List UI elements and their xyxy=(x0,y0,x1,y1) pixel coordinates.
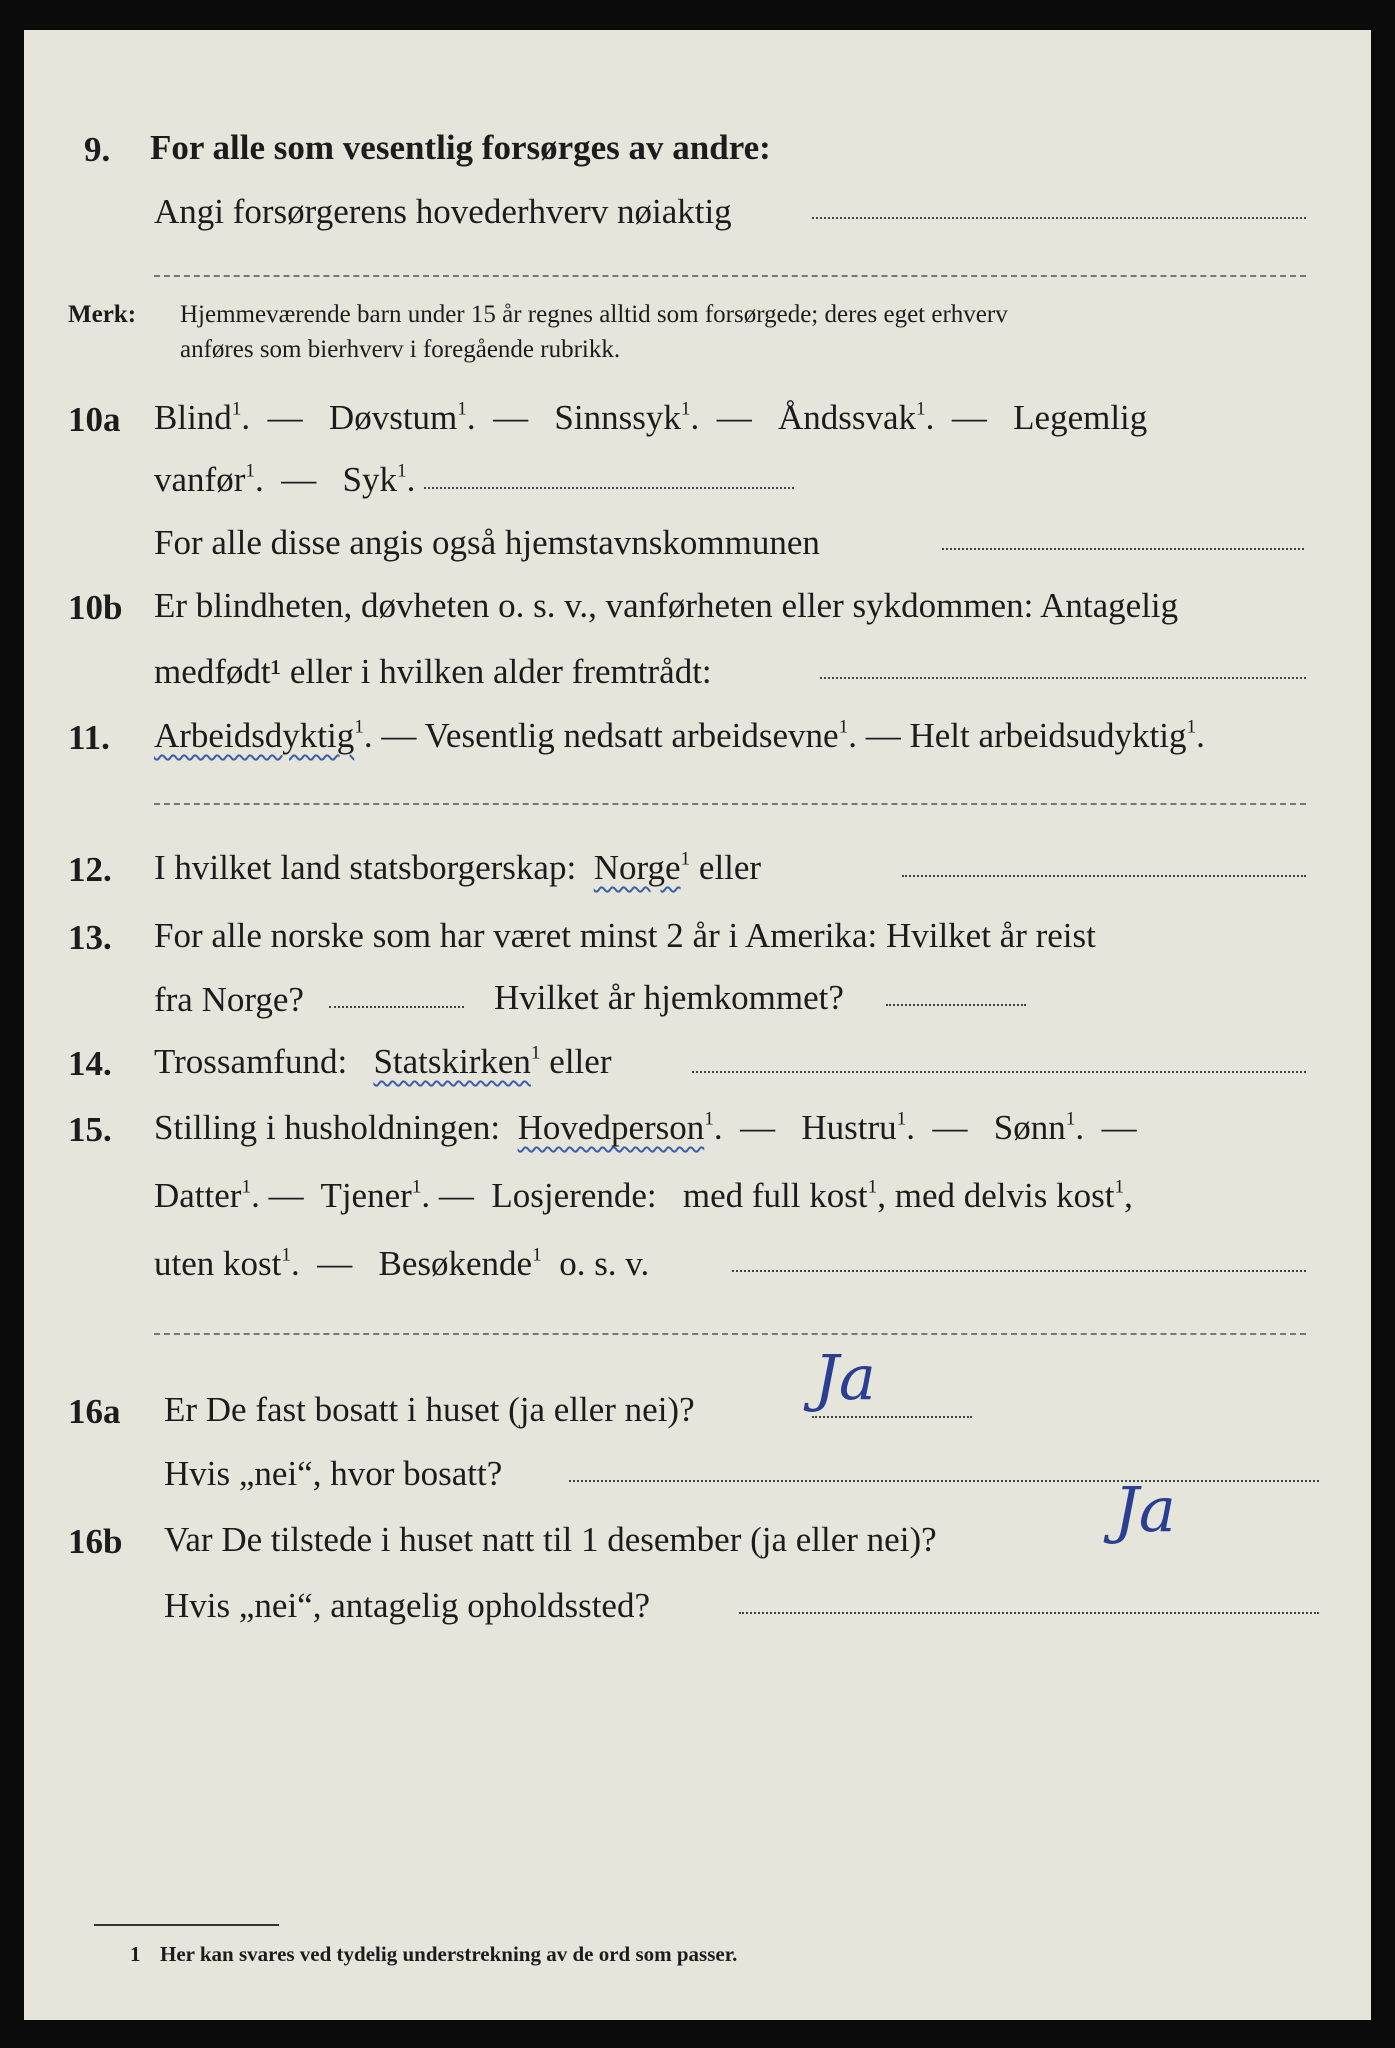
census-form-page xyxy=(24,30,1371,2020)
q9-answer-line[interactable] xyxy=(812,217,1306,219)
q16b-text-line2: Hvis „nei“, antagelig opholdssted? xyxy=(164,1586,650,1625)
q10b-number: 10b xyxy=(68,588,123,627)
footnote-text: Her kan svares ved tydelig understrekning av de ord som passer. xyxy=(160,1942,738,1966)
merk-text-line2: anføres som bierhverv i foregående rubrikk. xyxy=(180,336,621,363)
q15-number: 15. xyxy=(68,1110,112,1149)
option-datter[interactable]: Datter xyxy=(154,1176,242,1215)
merk-label: Merk: xyxy=(68,301,137,328)
q14-answer-line[interactable] xyxy=(692,1071,1306,1073)
q10b-answer-line[interactable] xyxy=(820,677,1306,679)
q12-label: I hvilket land statsborgerskap: xyxy=(154,848,577,887)
q13-number: 13. xyxy=(68,918,112,957)
q15-osv: o. s. v. xyxy=(559,1244,650,1283)
q15-answer-line-2[interactable] xyxy=(154,1333,1306,1335)
q10a-hjemstavn-line[interactable] xyxy=(942,548,1304,550)
option-norge[interactable]: Norge xyxy=(593,848,681,887)
q14-label: Trossamfund: xyxy=(154,1042,348,1081)
q9-number: 9. xyxy=(84,130,111,169)
q10a-answer-line[interactable] xyxy=(424,487,794,489)
q13-hjemkommet-label: Hvilket år hjemkommet? xyxy=(494,978,844,1017)
q16a-answer-line[interactable] xyxy=(812,1416,972,1418)
q16b-handwritten-answer[interactable]: Ja xyxy=(1114,1473,1176,1546)
q14-number: 14. xyxy=(68,1044,112,1083)
footnote-rule xyxy=(94,1924,279,1926)
q15-line3: uten kost$^1$. — Besøkende$^1$ o. s. v. xyxy=(154,1244,650,1283)
q12-answer-line[interactable] xyxy=(902,875,1306,877)
q10a-number: 10a xyxy=(68,400,121,439)
option-full-kost[interactable]: med full kost xyxy=(682,1176,868,1215)
option-blind[interactable]: Blind xyxy=(154,398,232,437)
q16b-text-line1: Var De tilstede i huset natt til 1 desember (ja eller nei)? xyxy=(164,1520,937,1559)
option-syk[interactable]: Syk xyxy=(342,460,397,499)
option-statskirken[interactable]: Statskirken xyxy=(373,1042,531,1081)
q12-number: 12. xyxy=(68,850,112,889)
q16a-text-line2: Hvis „nei“, hvor bosatt? xyxy=(164,1454,503,1493)
q16a-bosatt-line[interactable] xyxy=(569,1480,1319,1482)
q14-text: Trossamfund: Statskirken$^1$ eller xyxy=(154,1042,612,1081)
option-sonn[interactable]: Sønn xyxy=(993,1108,1066,1147)
q16a-handwritten-answer[interactable]: Ja xyxy=(814,1341,876,1414)
footnote-marker: 1 xyxy=(130,1942,141,1966)
option-nedsatt-arbeidsevne[interactable]: Vesentlig nedsatt arbeidsevne xyxy=(424,716,839,755)
q12-text: I hvilket land statsborgerskap: Norge$^1$ eller xyxy=(154,848,762,887)
q11-options: Arbeidsdyktig$^1$. — Vesentlig nedsatt arbeidsevne$^1$. — Helt arbeidsudyktig$^1$. xyxy=(154,716,1205,755)
option-besokende[interactable]: Besøkende xyxy=(378,1244,533,1283)
q15-line1: Stilling i husholdningen: Hovedperson$^1$. — Hustru$^1$. — Sønn$^1$. — xyxy=(154,1108,1137,1147)
option-hustru[interactable]: Hustru xyxy=(801,1108,897,1147)
option-vanfor[interactable]: vanfør xyxy=(154,460,246,499)
q13-text-line1: For alle norske som har været minst 2 år i Amerika: Hvilket år reist xyxy=(154,916,1096,955)
q15-label: Stilling i husholdningen: xyxy=(154,1108,501,1147)
q10b-text-line2: medfødt¹ eller i hvilken alder fremtrådt: xyxy=(154,652,712,691)
q12-eller: eller xyxy=(698,848,762,887)
option-legemlig[interactable]: Legemlig xyxy=(1013,398,1148,437)
q15-answer-line[interactable] xyxy=(732,1270,1306,1272)
q14-eller: eller xyxy=(549,1042,612,1081)
q16b-opholdssted-line[interactable] xyxy=(739,1612,1319,1614)
q13-hjemkommet-line[interactable] xyxy=(886,1004,1026,1006)
q9-answer-line-2[interactable] xyxy=(154,275,1306,277)
option-dovstum[interactable]: Døvstum xyxy=(328,398,458,437)
option-arbeidsdyktig[interactable]: Arbeidsdyktig xyxy=(154,716,355,755)
losjerende-label: Losjerende: xyxy=(491,1176,657,1215)
q11-answer-line[interactable] xyxy=(154,803,1306,805)
q10a-options-line1: Blind$^1$. — Døvstum$^1$. — Sinnssyk$^1$. — Åndssvak$^1$. — Legemlig xyxy=(154,398,1148,437)
option-tjener[interactable]: Tjener xyxy=(320,1176,412,1215)
q9-instruction: Angi forsørgerens hovederhverv nøiaktig xyxy=(154,192,732,231)
q13-reist-line[interactable] xyxy=(329,1006,464,1008)
option-sinnssyk[interactable]: Sinnssyk xyxy=(554,398,681,437)
option-delvis-kost[interactable]: med delvis kost xyxy=(894,1176,1115,1215)
merk-text-line1: Hjemmeværende barn under 15 år regnes alltid som forsørgede; deres eget erhverv xyxy=(180,301,1008,328)
q10b-text-line1: Er blindheten, døvheten o. s. v., vanførheten eller sykdommen: Antagelig xyxy=(154,586,1179,625)
option-uten-kost[interactable]: uten kost xyxy=(154,1244,282,1283)
q16a-text-line1: Er De fast bosatt i huset (ja eller nei)? xyxy=(164,1390,695,1429)
q15-line2: Datter$^1$. — Tjener$^1$. — Losjerende: med full kost$^1$, med delvis kost$^1$, xyxy=(154,1176,1133,1215)
q10a-hjemstavn-label: For alle disse angis også hjemstavnskommunen xyxy=(154,523,820,562)
option-andssvak[interactable]: Åndssvak xyxy=(777,398,917,437)
option-hovedperson[interactable]: Hovedperson xyxy=(517,1108,705,1147)
q11-number: 11. xyxy=(68,718,110,757)
option-arbeidsudyktig[interactable]: Helt arbeidsudyktig xyxy=(909,716,1187,755)
q10a-options-line2: vanfør$^1$. — Syk$^1$. xyxy=(154,460,416,499)
q16a-number: 16a xyxy=(68,1392,121,1431)
q13-reist-label: fra Norge? xyxy=(154,980,304,1019)
q9-heading: For alle som vesentlig forsørges av andre: xyxy=(150,128,771,167)
q16b-number: 16b xyxy=(68,1522,123,1561)
